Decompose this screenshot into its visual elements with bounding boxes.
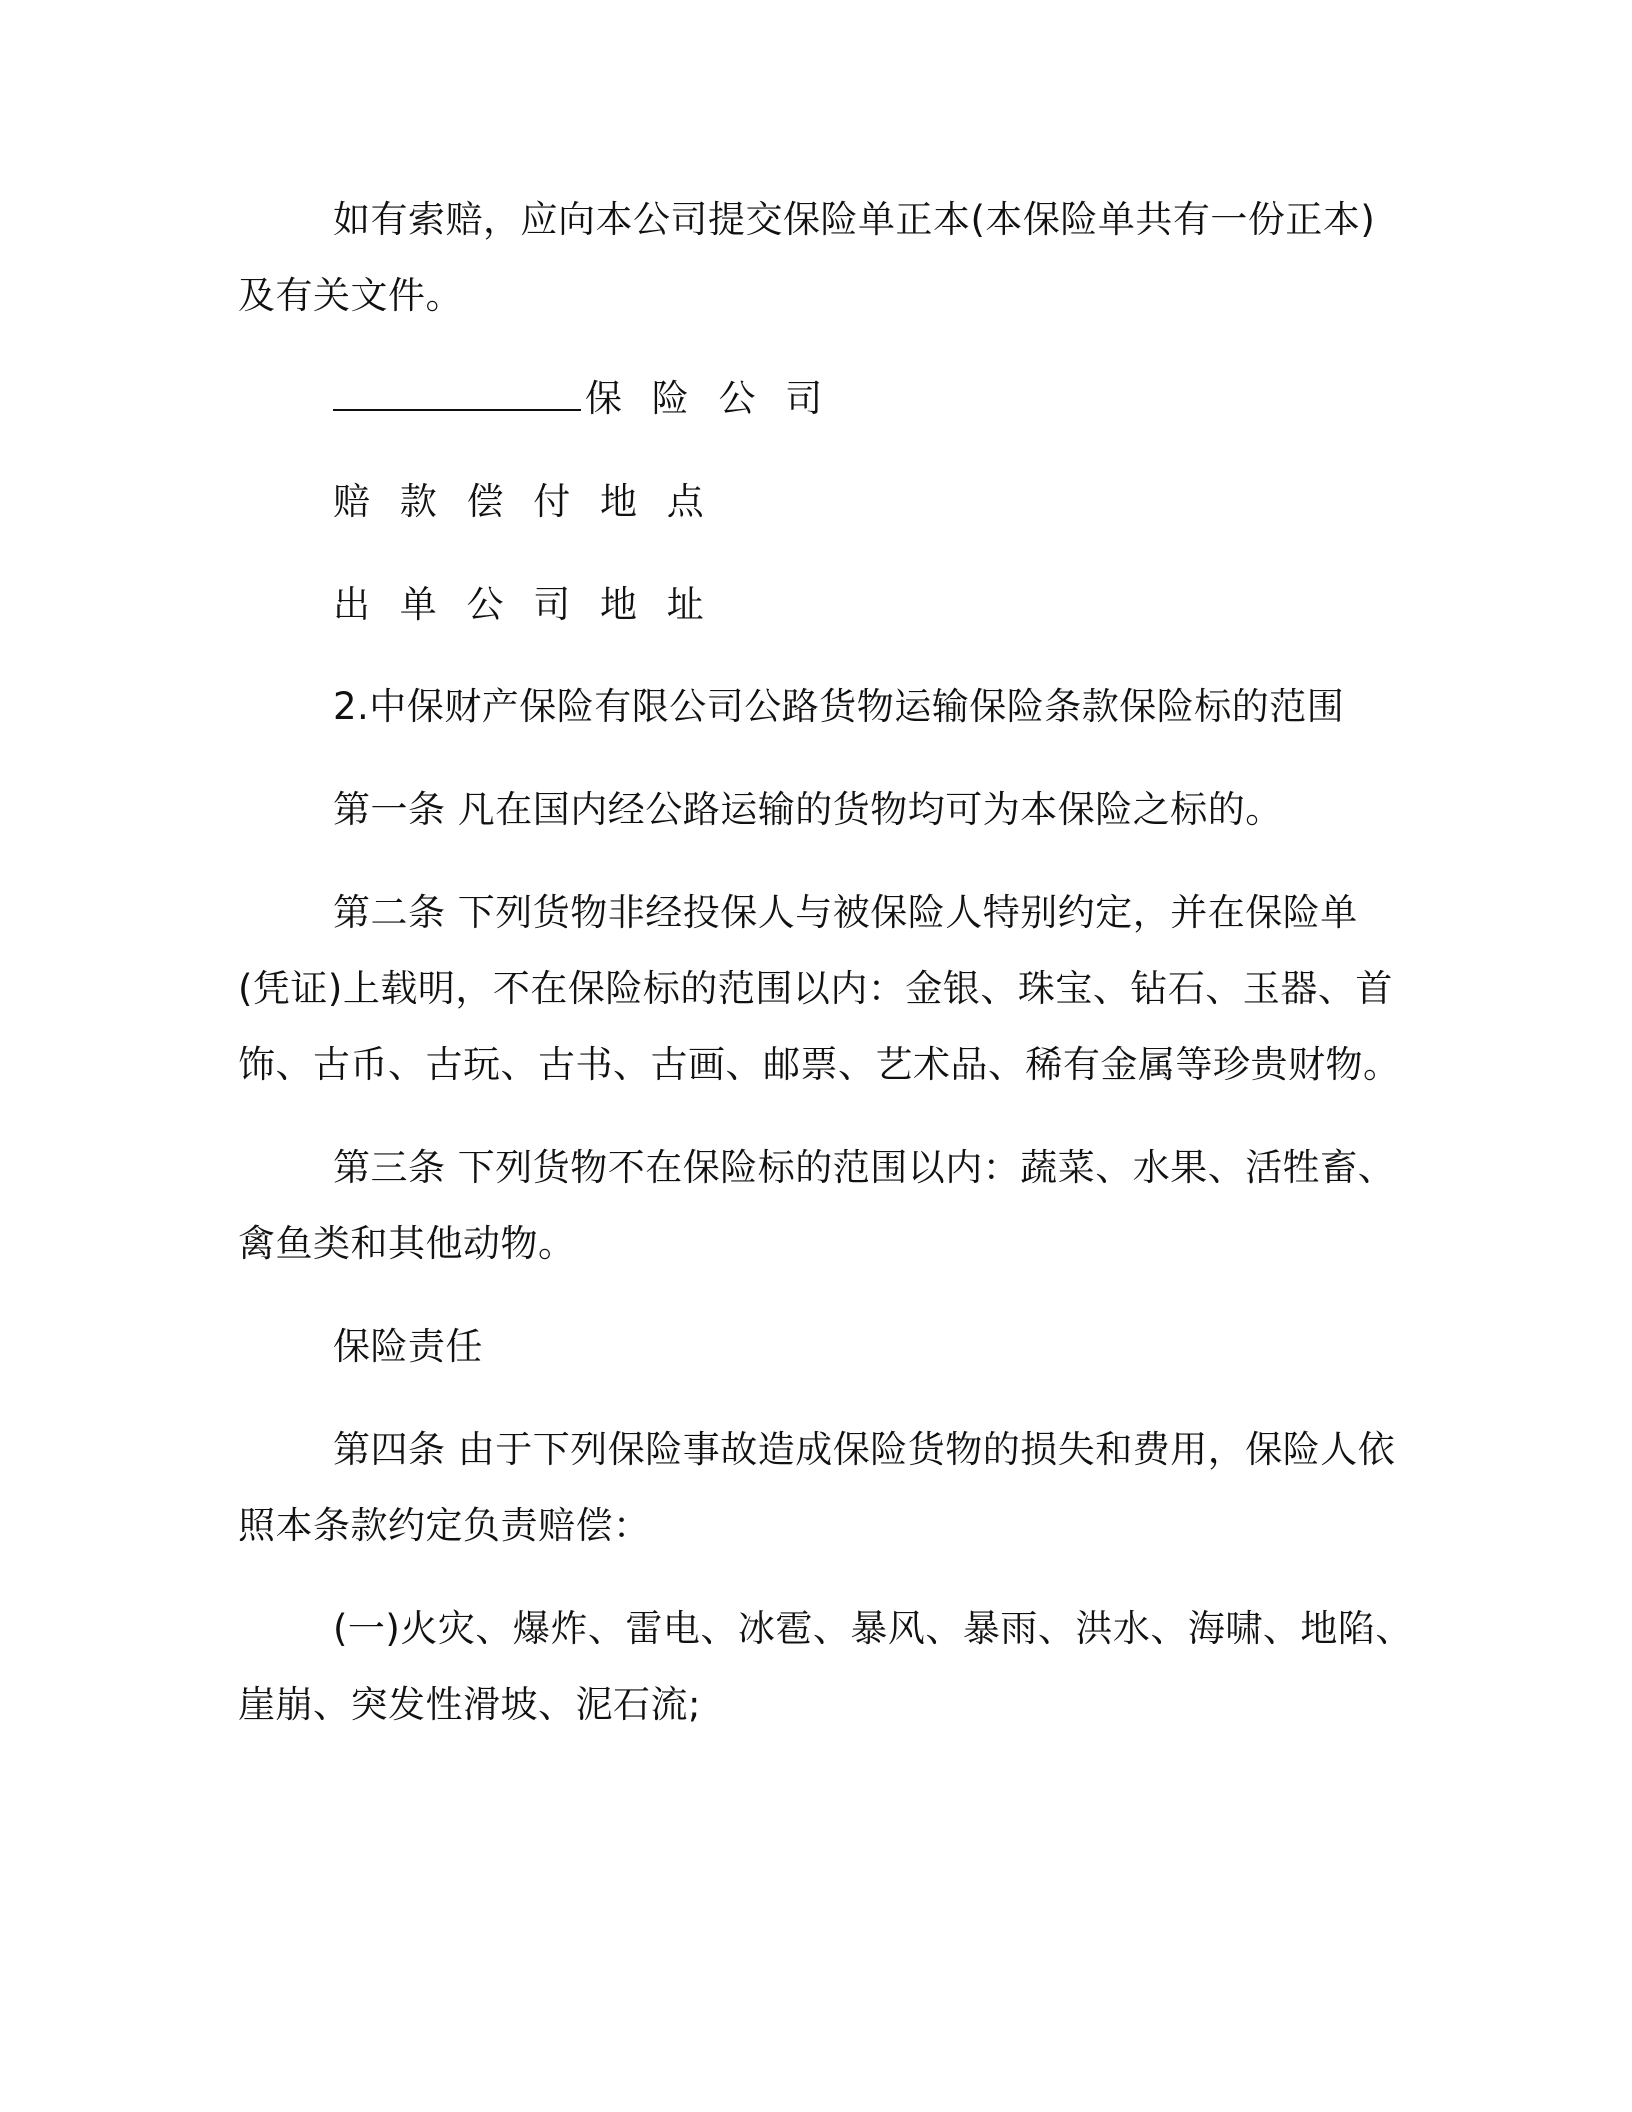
article-2-line-2: (凭证)上载明，不在保险标的范围以内：金银、珠宝、钻石、玉器、首 [238, 967, 1393, 1010]
article-4-line-2: 照本条款约定负责赔偿： [238, 1504, 651, 1547]
issuing-company-address-label: 出 单 公 司 地 址 [333, 583, 713, 626]
article-4-line-1: 第四条 由于下列保险事故造成保险货物的损失和费用，保险人依 [333, 1428, 1396, 1471]
article-3-line-2: 禽鱼类和其他动物。 [238, 1222, 576, 1265]
article-1: 第一条 凡在国内经公路运输的货物均可为本保险之标的。 [333, 788, 1283, 831]
claim-payment-location-label: 赔 款 偿 付 地 点 [333, 480, 713, 523]
section-heading: 2.中保财产保险有限公司公路货物运输保险条款保险标的范围 [333, 685, 1345, 728]
insurance-liability-heading: 保险责任 [333, 1325, 483, 1368]
item-1-line-2: 崖崩、突发性滑坡、泥石流; [238, 1683, 701, 1726]
article-2-line-1: 第二条 下列货物非经投保人与被保险人特别约定，并在保险单 [333, 891, 1358, 934]
insurer-name-blank [333, 375, 581, 411]
insurer-signature-line [333, 375, 831, 423]
item-1-line-1: (一)火灾、爆炸、雷电、冰雹、暴风、暴雨、洪水、海啸、地陷、 [333, 1607, 1413, 1650]
article-2-line-3: 饰、古币、古玩、古书、古画、邮票、艺术品、稀有金属等珍贵财物。 [238, 1043, 1401, 1086]
claim-paragraph-line-1: 如有索赔，应向本公司提交保险单正本(本保险单共有一份正本) [333, 198, 1376, 241]
insurer-label: 保 险 公 司 [585, 377, 832, 420]
article-3-line-1: 第三条 下列货物不在保险标的范围以内：蔬菜、水果、活牲畜、 [333, 1146, 1396, 1189]
claim-paragraph-line-2: 及有关文件。 [238, 274, 463, 317]
